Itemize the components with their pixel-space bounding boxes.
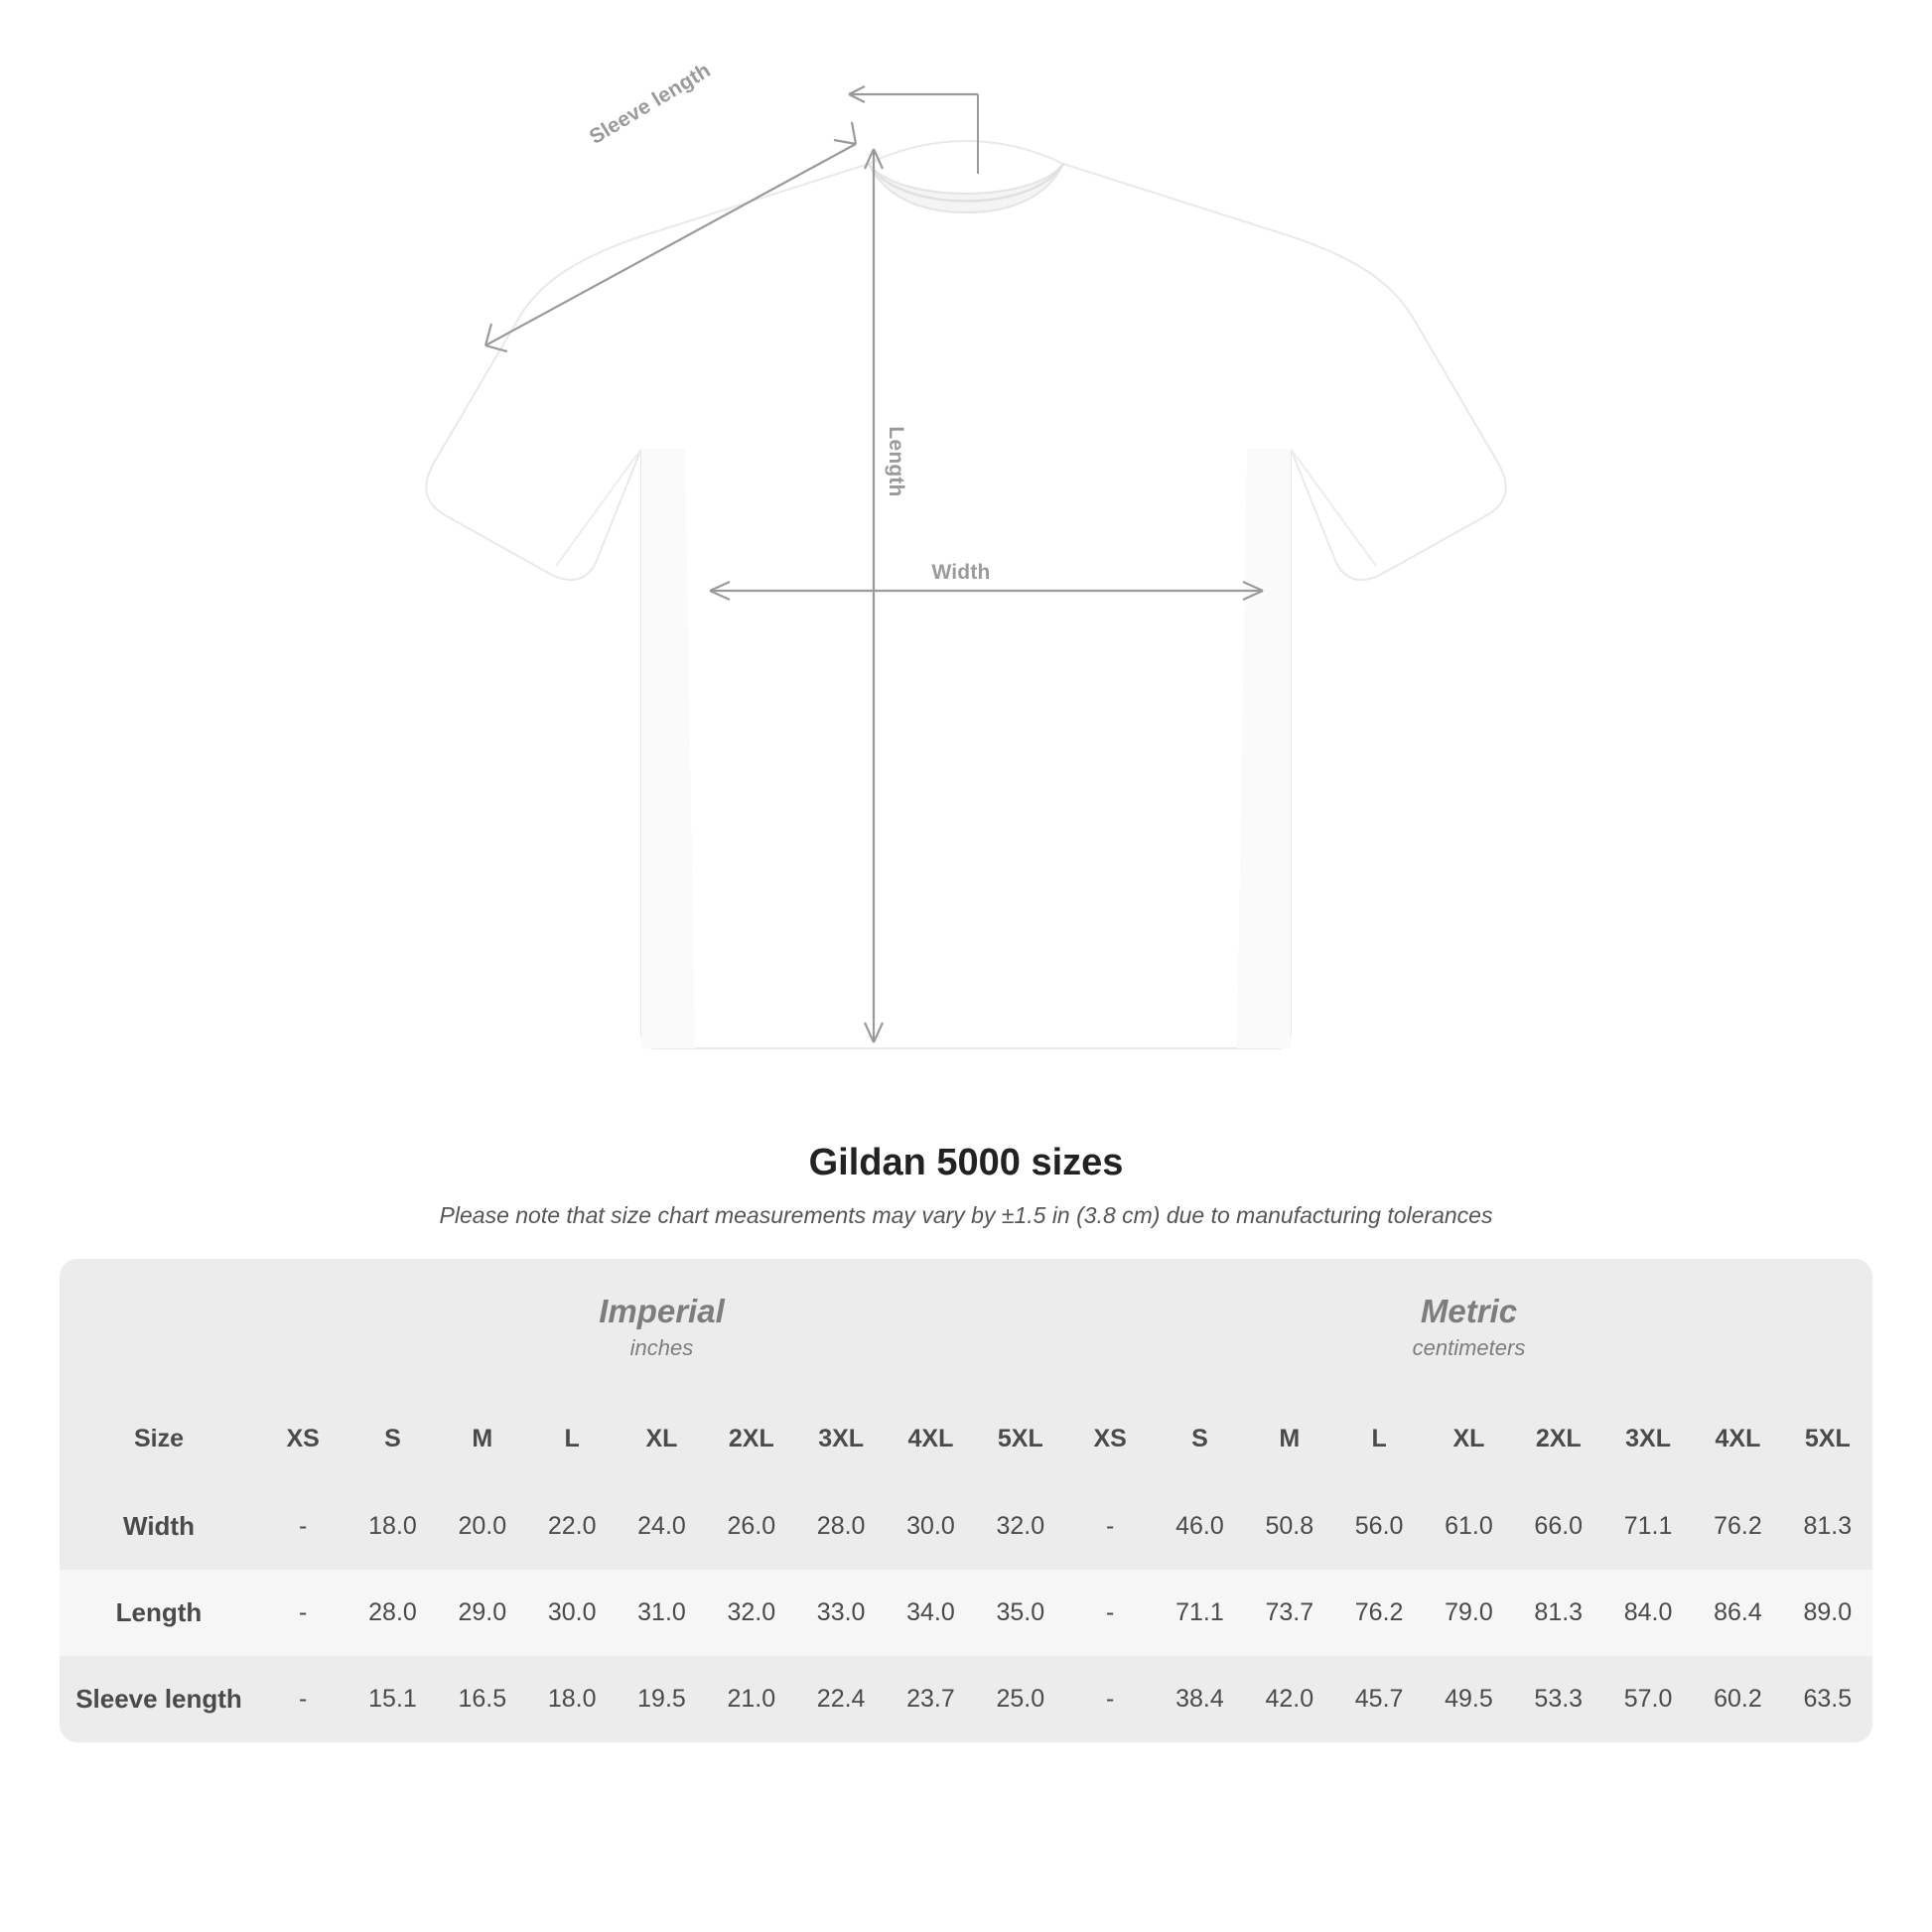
- unit-name: Imperial: [599, 1293, 725, 1329]
- unit-banner-row: [60, 1259, 1872, 1395]
- size-header-l-imperial: L: [527, 1395, 617, 1483]
- table-row: [60, 1656, 1872, 1742]
- cell-length-imperial-xl: 31.0: [617, 1570, 706, 1656]
- size-header-2xl-metric: 2XL: [1514, 1395, 1603, 1483]
- length-label: Length: [885, 426, 907, 497]
- size-header-5xl-metric: 5XL: [1783, 1395, 1872, 1483]
- size-header-xl-imperial: XL: [617, 1395, 706, 1483]
- cell-length-imperial-m: 29.0: [438, 1570, 527, 1656]
- cell-length-imperial-5xl: 35.0: [976, 1570, 1065, 1656]
- unit-subtitle: centimeters: [1412, 1334, 1526, 1360]
- cell-sleeve-length-imperial-s: 15.1: [347, 1656, 437, 1742]
- unit-header-imperial: [258, 1259, 1065, 1395]
- cell-sleeve-length-imperial-2xl: 21.0: [707, 1656, 796, 1742]
- cell-length-metric-3xl: 84.0: [1603, 1570, 1693, 1656]
- row-label-sleeve-length: Sleeve length: [60, 1656, 258, 1742]
- cell-width-metric-4xl: 76.2: [1693, 1483, 1782, 1570]
- size-header-row: [60, 1395, 1872, 1483]
- size-header-s-imperial: S: [347, 1395, 437, 1483]
- cell-width-imperial-2xl: 26.0: [707, 1483, 796, 1570]
- cell-sleeve-length-imperial-xs: -: [258, 1656, 347, 1742]
- cell-width-imperial-m: 20.0: [438, 1483, 527, 1570]
- cell-length-imperial-xs: -: [258, 1570, 347, 1656]
- cell-width-metric-2xl: 66.0: [1514, 1483, 1603, 1570]
- page-title: Gildan 5000 sizes: [808, 1142, 1124, 1183]
- cell-sleeve-length-imperial-4xl: 23.7: [886, 1656, 975, 1742]
- width-label: Width: [931, 561, 991, 584]
- cell-length-metric-2xl: 81.3: [1514, 1570, 1603, 1656]
- unit-banner-spacer: [60, 1259, 258, 1395]
- cell-width-metric-xs: -: [1065, 1483, 1155, 1570]
- cell-length-imperial-4xl: 34.0: [886, 1570, 975, 1656]
- size-header-xs-imperial: XS: [258, 1395, 347, 1483]
- table-row: [60, 1483, 1872, 1570]
- size-chart-table-wrapper: [60, 1259, 1872, 1742]
- cell-length-metric-4xl: 86.4: [1693, 1570, 1782, 1656]
- table-row: [60, 1570, 1872, 1656]
- size-header-3xl-metric: 3XL: [1603, 1395, 1693, 1483]
- cell-width-metric-s: 46.0: [1155, 1483, 1244, 1570]
- cell-sleeve-length-imperial-5xl: 25.0: [976, 1656, 1065, 1742]
- cell-sleeve-length-imperial-m: 16.5: [438, 1656, 527, 1742]
- row-label-width: Width: [60, 1483, 258, 1570]
- cell-length-imperial-3xl: 33.0: [796, 1570, 886, 1656]
- cell-width-imperial-4xl: 30.0: [886, 1483, 975, 1570]
- row-label-length: Length: [60, 1570, 258, 1656]
- cell-sleeve-length-metric-4xl: 60.2: [1693, 1656, 1782, 1742]
- size-header-m-metric: M: [1245, 1395, 1334, 1483]
- heading-block: [0, 1142, 1932, 1229]
- unit-header-metric: [1065, 1259, 1872, 1395]
- cell-width-metric-3xl: 71.1: [1603, 1483, 1693, 1570]
- tshirt-shape: [426, 141, 1505, 1048]
- cell-sleeve-length-imperial-l: 18.0: [527, 1656, 617, 1742]
- cell-length-metric-l: 76.2: [1334, 1570, 1424, 1656]
- cell-width-imperial-l: 22.0: [527, 1483, 617, 1570]
- size-chart-table: [60, 1259, 1872, 1742]
- cell-width-imperial-xs: -: [258, 1483, 347, 1570]
- cell-sleeve-length-metric-xl: 49.5: [1424, 1656, 1513, 1742]
- cell-sleeve-length-imperial-3xl: 22.4: [796, 1656, 886, 1742]
- cell-sleeve-length-imperial-xl: 19.5: [617, 1656, 706, 1742]
- size-header-s-metric: S: [1155, 1395, 1244, 1483]
- cell-sleeve-length-metric-l: 45.7: [1334, 1656, 1424, 1742]
- cell-width-metric-xl: 61.0: [1424, 1483, 1513, 1570]
- cell-sleeve-length-metric-m: 42.0: [1245, 1656, 1334, 1742]
- cell-width-imperial-xl: 24.0: [617, 1483, 706, 1570]
- cell-length-imperial-2xl: 32.0: [707, 1570, 796, 1656]
- size-header-xs-metric: XS: [1065, 1395, 1155, 1483]
- size-header-m-imperial: M: [438, 1395, 527, 1483]
- size-header-l-metric: L: [1334, 1395, 1424, 1483]
- cell-length-imperial-s: 28.0: [347, 1570, 437, 1656]
- sleeve-length-label: Sleeve length: [585, 59, 715, 149]
- size-header-2xl-imperial: 2XL: [707, 1395, 796, 1483]
- cell-sleeve-length-metric-s: 38.4: [1155, 1656, 1244, 1742]
- cell-sleeve-length-metric-xs: -: [1065, 1656, 1155, 1742]
- cell-sleeve-length-metric-5xl: 63.5: [1783, 1656, 1872, 1742]
- cell-width-imperial-s: 18.0: [347, 1483, 437, 1570]
- size-header-xl-metric: XL: [1424, 1395, 1513, 1483]
- cell-length-metric-5xl: 89.0: [1783, 1570, 1872, 1656]
- unit-name: Metric: [1420, 1293, 1518, 1329]
- size-column-header: Size: [60, 1395, 258, 1483]
- size-header-5xl-imperial: 5XL: [976, 1395, 1065, 1483]
- cell-width-metric-5xl: 81.3: [1783, 1483, 1872, 1570]
- unit-subtitle: inches: [629, 1334, 694, 1360]
- cell-sleeve-length-metric-3xl: 57.0: [1603, 1656, 1693, 1742]
- cell-width-imperial-5xl: 32.0: [976, 1483, 1065, 1570]
- cell-length-imperial-l: 30.0: [527, 1570, 617, 1656]
- size-header-4xl-metric: 4XL: [1693, 1395, 1782, 1483]
- size-header-4xl-imperial: 4XL: [886, 1395, 975, 1483]
- cell-sleeve-length-metric-2xl: 53.3: [1514, 1656, 1603, 1742]
- cell-width-metric-m: 50.8: [1245, 1483, 1334, 1570]
- cell-length-metric-xs: -: [1065, 1570, 1155, 1656]
- tolerance-note: Please note that size chart measurements may vary by ±1.5 in (3.8 cm) due to manufacturing tolerances: [439, 1202, 1493, 1228]
- cell-length-metric-xl: 79.0: [1424, 1570, 1513, 1656]
- size-header-3xl-imperial: 3XL: [796, 1395, 886, 1483]
- cell-width-imperial-3xl: 28.0: [796, 1483, 886, 1570]
- cell-length-metric-m: 73.7: [1245, 1570, 1334, 1656]
- cell-width-metric-l: 56.0: [1334, 1483, 1424, 1570]
- cell-length-metric-s: 71.1: [1155, 1570, 1244, 1656]
